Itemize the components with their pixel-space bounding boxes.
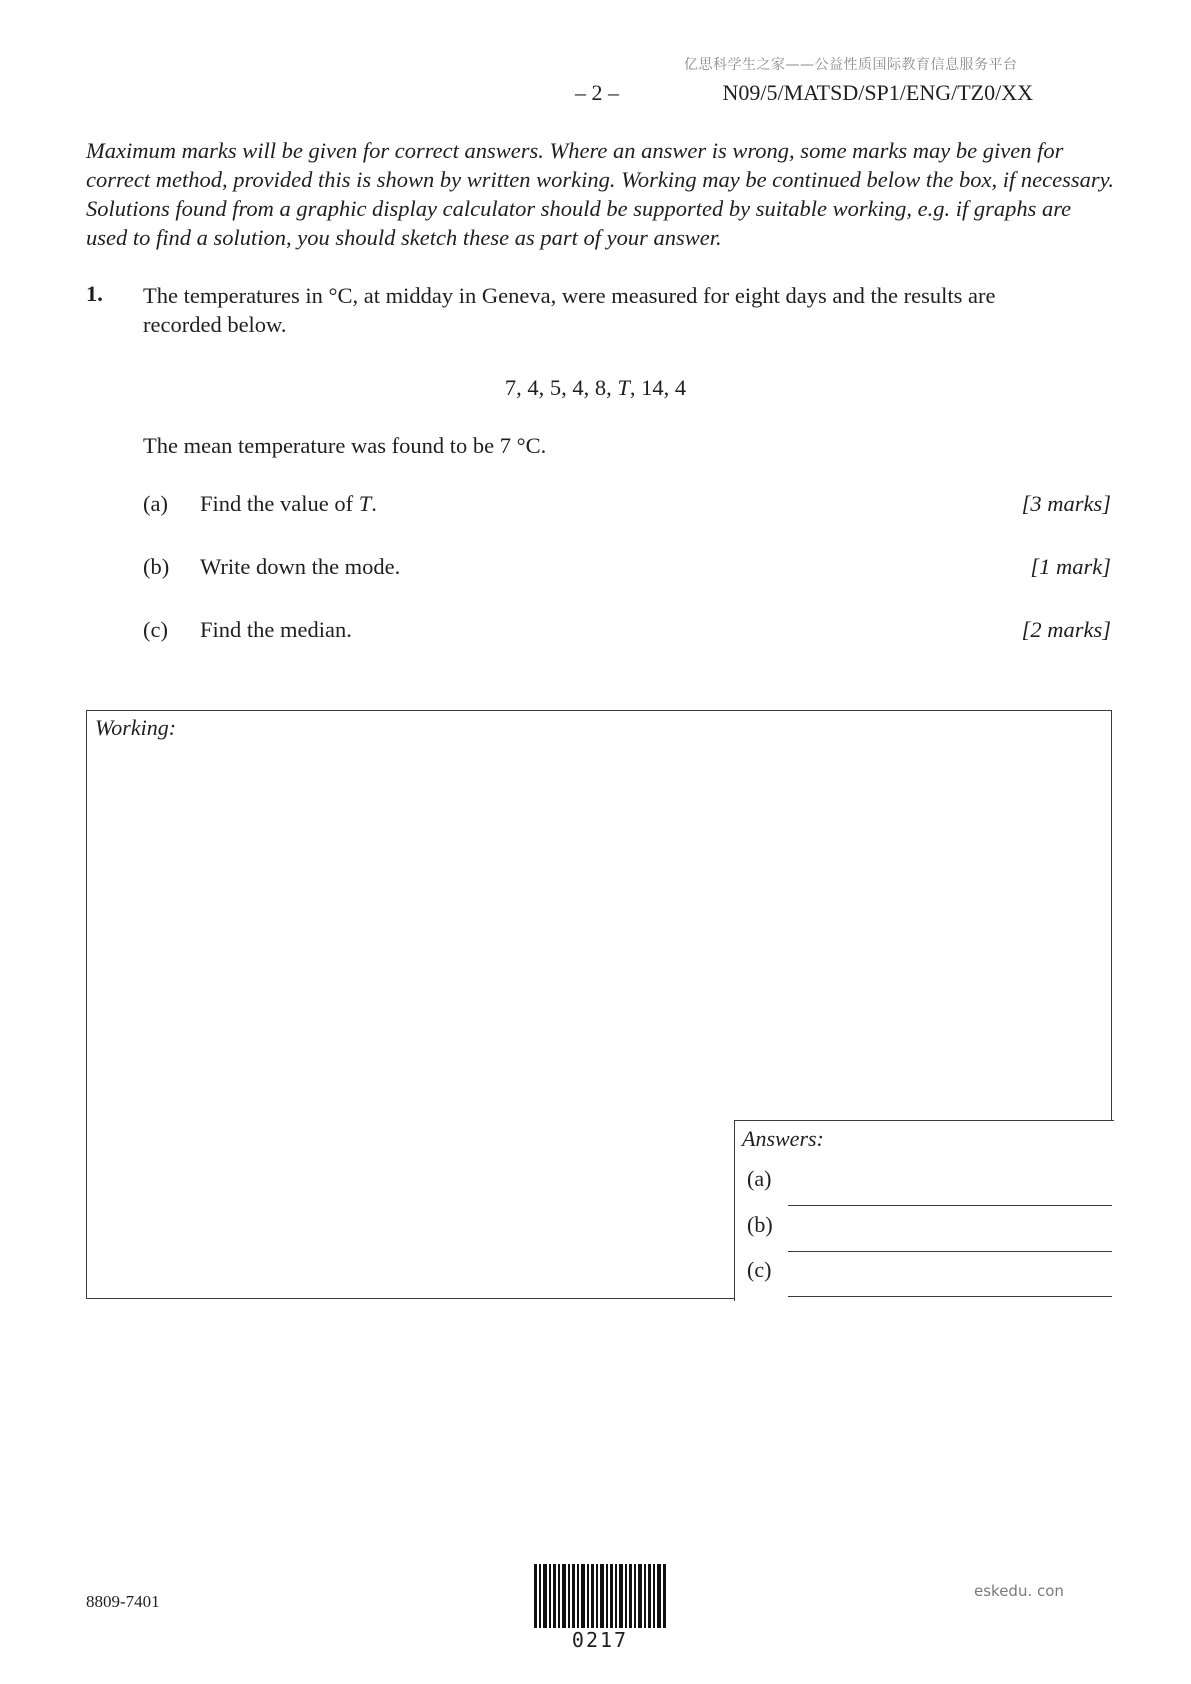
data-prefix: 7, 4, 5, 4, 8, bbox=[504, 375, 618, 400]
answer-c-label: (c) bbox=[747, 1257, 772, 1282]
data-variable: T bbox=[617, 375, 630, 400]
part-a-variable: T bbox=[358, 491, 372, 516]
part-c-marks: [2 marks] bbox=[1021, 617, 1111, 642]
working-label: Working: bbox=[95, 715, 177, 740]
part-a-label: (a) bbox=[143, 491, 168, 516]
paper-code: N09/5/MATSD/SP1/ENG/TZ0/XX bbox=[722, 80, 1033, 105]
answer-a-label: (a) bbox=[747, 1166, 772, 1191]
barcode-number: 0217 bbox=[571, 1628, 629, 1652]
watermark-text: 亿思科学生之家——公益性质国际教育信息服务平台 bbox=[684, 57, 1018, 73]
answer-a-line[interactable] bbox=[788, 1205, 1112, 1206]
part-b-text: Write down the mode. bbox=[200, 554, 401, 579]
exam-code: 8809-7401 bbox=[86, 1592, 160, 1611]
page-number: – 2 – bbox=[575, 80, 619, 105]
instructions: Maximum marks will be given for correct answers. Where an answer is wrong, some marks may be given for correct method, provided this is shown by written working. Working may be continued below the box, if necessary. Solutions found from a graphic display calculator should be supported by suitable working, e.g. if graphs are used to find a solution, you should sketch these as part of your answer. bbox=[86, 138, 1114, 250]
site-watermark: eskedu. con bbox=[974, 1582, 1064, 1600]
part-a-text-prefix: Find the value of bbox=[200, 491, 359, 516]
answers-label: Answers: bbox=[742, 1126, 824, 1151]
part-b-label: (b) bbox=[143, 554, 170, 579]
part-c-label: (c) bbox=[143, 617, 168, 642]
part-a-text bbox=[200, 491, 377, 517]
answer-b-label: (b) bbox=[747, 1212, 773, 1237]
question-text: The temperatures in °C, at midday in Geneva, were measured for eight days and the results are recorded below. bbox=[143, 283, 996, 337]
part-a-text-suffix: . bbox=[371, 491, 377, 516]
question-number: 1. bbox=[86, 281, 103, 306]
mean-statement: The mean temperature was found to be 7 °C. bbox=[143, 433, 547, 458]
data-suffix: , 14, 4 bbox=[629, 375, 687, 400]
answer-b-line[interactable] bbox=[788, 1251, 1112, 1252]
part-c-text: Find the median. bbox=[200, 617, 352, 642]
barcode-icon bbox=[534, 1564, 666, 1628]
answer-c-line[interactable] bbox=[788, 1296, 1112, 1297]
temperature-data bbox=[0, 375, 1191, 401]
part-a-marks: [3 marks] bbox=[1021, 491, 1111, 516]
part-b-marks: [1 mark] bbox=[1030, 554, 1111, 579]
